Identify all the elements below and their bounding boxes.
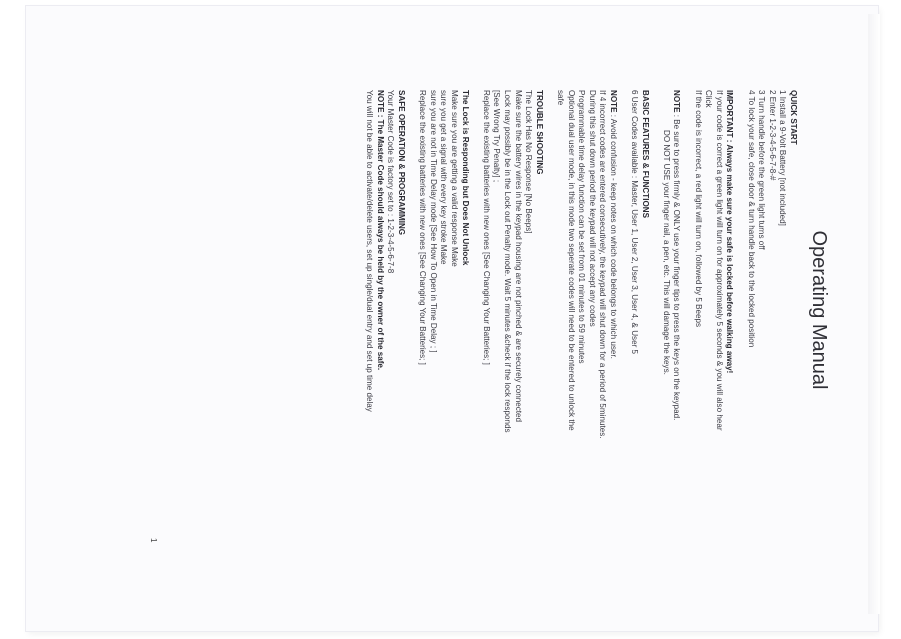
text-line: 1 Install a 9-Volt Battery [not included] <box>778 90 788 226</box>
text-line: 3 Turn handle before the green light turns off <box>757 90 767 250</box>
text-line: 2 Enter 1-2-3-4-5-6-7-8-# <box>767 90 777 181</box>
note-label: NOTE <box>672 90 682 113</box>
note-line <box>671 90 682 560</box>
note-text: : Be sure to press firmly & ONLY use your finger tips to press the keys on the keypad. <box>672 112 682 421</box>
document-body <box>353 90 798 560</box>
section-heading: BASIC FEATURES & FUNCTIONS <box>640 90 650 219</box>
text-line: [See Wrong Try Penalty] ; <box>492 90 502 183</box>
text-line: Make sure you are getting a valid response Make <box>450 90 459 267</box>
safe-operation-section <box>364 90 406 560</box>
document-title: Operating Manual <box>808 230 830 390</box>
important-label: IMPORTANT : Always make sure your safe is locked before walking away! <box>725 90 735 374</box>
page-number: 1 <box>149 538 158 543</box>
text-line: 4 To lock your safe, close door & turn handle back to the locked position <box>746 90 756 348</box>
text-line: If the code is incorrect, a red light will turn on, followed by 5 Beeps <box>693 90 703 328</box>
text-line: Programmable time delay function can be set from 01 minutes to 59 minutes <box>577 90 587 364</box>
rotated-content <box>80 0 900 620</box>
note-label: NOTE <box>375 90 385 113</box>
note-confusion-section <box>554 90 618 560</box>
note-text: : The Master Code should always be held by the owner of the safe. <box>375 112 385 371</box>
text-line: If your code is correct a green light will turn on for approximately 5 seconds & you will also hear <box>714 90 724 431</box>
section-heading: TROUBLE SHOOTING <box>534 90 544 175</box>
text-line: Replace the existing batteries with new ones [See Changing Your Batteries; ] <box>481 90 491 365</box>
section-heading: QUICK START <box>789 90 798 145</box>
text-line: sure you get a signal with every key stroke Make <box>439 90 449 265</box>
text-line: Your Master Code is factory set to : 1-2-3-4-5-6-7-8 <box>386 90 396 274</box>
text-line: Click <box>704 90 714 108</box>
text-line: Make sure the battery wires in the keypad housing are not pinched & are securely connected <box>513 90 523 423</box>
text-line: The Lock Has No Response [No Beeps] <box>524 90 534 234</box>
text-line: Replace the existing batteries with new ones [See Changing Your Batteries; ] <box>418 90 428 365</box>
section-heading: The Lock is Responding but Does Not Unlock <box>460 90 470 266</box>
quick-start-section <box>745 90 798 560</box>
text-line: DO NOT USE your finger nail, a pen, etc. This will damage the keys. <box>661 130 671 375</box>
text-line: Optional dual user mode, in this mode two seperate codes will need to be entered to unlock the <box>566 90 576 431</box>
note-label: NOTE <box>608 90 618 113</box>
important-section <box>692 90 734 560</box>
text-line: If 4 incorrect codes are entered consecutively, the keypad will shut down for a period of 5minutes. <box>598 90 608 439</box>
basic-features-section <box>629 90 650 560</box>
text-line: sure you are not in Time Delay mode [See How To Open in Time Delay ; ] <box>428 90 438 353</box>
text-line: 6 User Codes available : Master, User 1, User 2, User 3, User 4, & User 5 <box>630 90 640 355</box>
note-line <box>607 90 618 560</box>
text-line: You will not be able to activate/delete users, set up single/dual entry and set up time delay <box>365 90 375 412</box>
trouble-shooting-section <box>480 90 544 560</box>
text-line: safe <box>555 90 565 106</box>
note-text: : Avoid confusion - keep notes on which code belongs to which user. <box>608 112 618 359</box>
note-press-section <box>660 90 681 560</box>
note-line <box>374 90 385 560</box>
text-line: Lock may possibly be in the Lock out Penalty mode. Wait 5 minutes &check if the lock responds <box>502 90 512 433</box>
text-line: During this shut down period the keypad will not accept any codes <box>587 90 597 327</box>
section-heading: SAFE OPERATION & PROGRAMMING <box>397 90 407 236</box>
not-unlock-section <box>417 90 470 560</box>
